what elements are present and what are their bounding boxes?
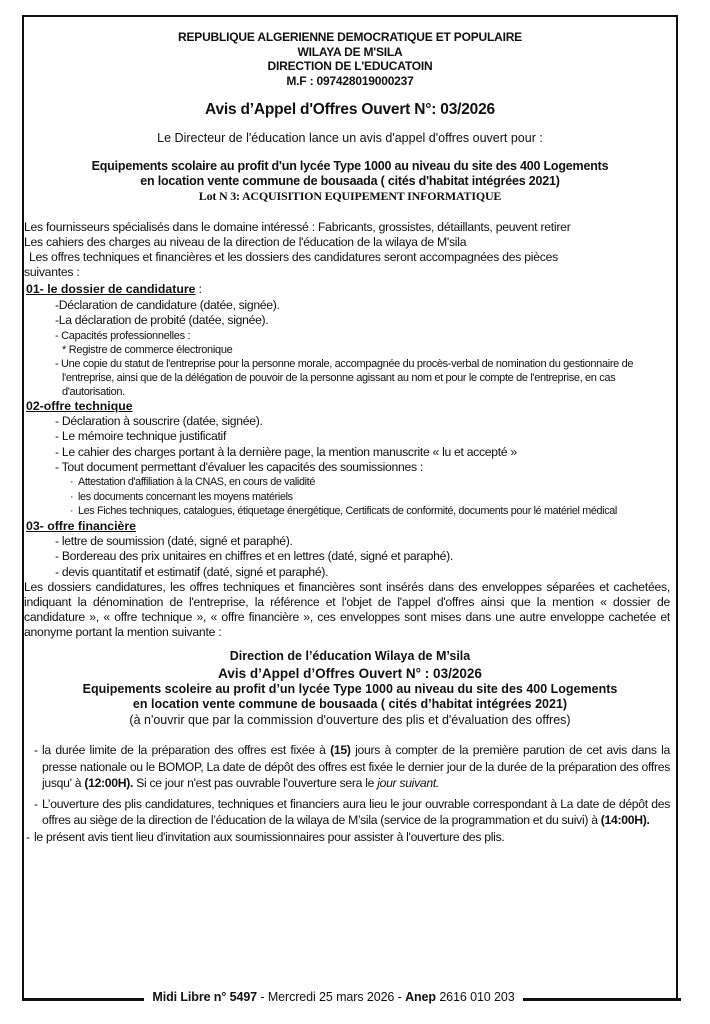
list-item: -Déclaration de candidature (datée, signée). xyxy=(55,298,280,312)
envelope-label-subject-1: Equipements scoleire au profit d’un lycée Type 1000 au niveau du site des 400 Logements xyxy=(82,682,618,697)
list-item: - Le cahier des charges portant à la dernière page, la mention manuscrite « lu et accepté » xyxy=(55,444,517,459)
section-candidature xyxy=(24,280,670,399)
list-item: -La déclaration de probité (datée, signée). xyxy=(55,313,269,328)
section-technical xyxy=(24,399,670,519)
bullet-icon: · xyxy=(70,505,74,518)
footer-anep-label: Anep xyxy=(405,990,436,1004)
condition-deposit-time: (12:00H). xyxy=(84,776,134,791)
bullet-text: les documents concernant les moyens matériels xyxy=(78,490,293,503)
envelope-label xyxy=(30,648,670,728)
header-fiscal-id: M.F : 097428019000237 xyxy=(286,73,414,88)
condition-text: jours à compter de la première parution de cet avis dans la presse nationale ou le BOMOP, La date de dépôt des offres est fixée le dernier jour de la durée de la préparation des offres jusqu' à xyxy=(42,743,670,791)
preamble-line-4: suivantes : xyxy=(24,265,80,279)
dash-marker: - xyxy=(34,743,38,758)
subject-line-1: Equipements scolaire au profit d'un lycée Type 1000 au niveau du site des 400 Logements xyxy=(91,159,609,173)
header-direction: DIRECTION DE L'EDUCATOIN xyxy=(267,59,433,73)
bullet-text: Les Fiches techniques, catalogues, étiquetage énergétique, Certificats de conformité, documents pour lé matériel médical xyxy=(78,505,617,518)
preamble-line-2: Les cahiers des charges au niveau de la direction de l'éducation de la wilaya de M'sila xyxy=(24,235,467,249)
bullet-item xyxy=(24,475,670,490)
list-item: - Capacités professionnelles : xyxy=(55,329,191,342)
footer-separator: - xyxy=(257,990,268,1004)
condition-invitation xyxy=(22,829,670,846)
list-item: * Registre de commerce électronique xyxy=(62,343,233,356)
section-candidature-heading: 01- le dossier de candidature xyxy=(26,282,196,296)
list-item: - Tout document permettant d'évaluer les capacités des soumissionnes : xyxy=(55,460,423,475)
envelopes-instructions: Les dossiers candidatures, les offres techniques et financières sont insérés dans des enveloppes séparées et cachetées, indiquant la dénomination de l'entreprise, la référence et l'objet de l'appel d'offres ainsi que la mention « dossier de candidature », « offre technique », « offre financière », ces enveloppes sont mises dans une autre enveloppe cachetée et anonyme portant la mention suivante : xyxy=(24,580,670,640)
footer-rule-right xyxy=(523,998,681,1001)
notice-subject xyxy=(30,159,670,204)
bullet-icon: · xyxy=(70,476,74,489)
footer-newspaper: Midi Libre n° 5497 xyxy=(152,990,258,1004)
preamble xyxy=(24,220,670,280)
condition-text: le présent avis tient lieu d'invitation aux soumissionnaires pour assister à l'ouverture des plis. xyxy=(34,829,505,844)
list-item: - devis quantitatif et estimatif (daté, signé et paraphé). xyxy=(55,564,329,579)
dash-marker: - xyxy=(34,796,38,811)
header-block xyxy=(30,30,670,88)
bullet-item xyxy=(24,490,670,505)
header-republic: REPUBLIQUE ALGERIENNE DEMOCRATIQUE ET POPULAIRE xyxy=(178,30,522,44)
notice-intro: Le Directeur de l'éducation lance un avis d'appel d'offres ouvert pour : xyxy=(157,131,543,145)
condition-opening xyxy=(22,796,670,829)
list-item: - lettre de soumission (daté, signé et paraphé). xyxy=(55,533,293,548)
notice-body xyxy=(24,30,670,845)
envelope-label-direction: Direction de l’éducation Wilaya de M’sila xyxy=(229,649,471,664)
condition-opening-time: (14:00H). xyxy=(600,813,650,828)
section-financial-heading: 03- offre financière xyxy=(26,518,137,533)
list-item: - Le mémoire technique justificatif xyxy=(55,429,227,444)
conditions xyxy=(22,742,670,845)
dash-marker: - xyxy=(26,829,30,844)
condition-days: (15) xyxy=(330,743,351,758)
subject-lot: Lot N 3: ACQUISITION EQUIPEMENT INFORMATIQUE xyxy=(198,189,502,203)
condition-text: L’ouverture des plis candidatures, techniques et financiers aura lieu le jour ouvrable correspondant à La date de dépôt des offres au siège de la direction de l’éducation de la wilaya de M’sila (service de la programmation et du suivi) à xyxy=(42,796,670,828)
bullet-text: Attestation d'affiliation à la CNAS, en cours de validité xyxy=(78,476,315,489)
condition-deadline xyxy=(22,742,670,792)
envelope-label-subject-2: en location vente commune de bousaada ( cités d’habitat intégrées 2021) xyxy=(132,697,568,712)
envelope-label-title: Avis d’Appel d’Offres Ouvert N° : 03/2026 xyxy=(218,666,482,682)
notice-title: Avis d’Appel d'Offres Ouvert N°: 03/2026 xyxy=(205,101,495,118)
condition-text: Si ce jour n'est pas ouvrable l'ouverture sera le xyxy=(133,776,378,791)
section-technical-heading: 02-offre technique xyxy=(26,398,133,413)
subject-line-2: en location vente commune de bousaada ( cités d'habitat intégrées 2021) xyxy=(140,174,560,188)
preamble-line-1: Les fournisseurs spécialisés dans le domaine intéressé : Fabricants, grossistes, détaillants, peuvent retirer xyxy=(24,220,571,234)
footer-anep-number: 2616 010 203 xyxy=(435,990,515,1004)
list-item: - Une copie du statut de l'entreprise pour la personne morale, accompagnée du procès-verbal de nomination du gestionnaire de l'entreprise, ainsi que de la délégation de pouvoir de la personne agissant au nom et pour le compte de l'entreprise, en cas d'autorisation. xyxy=(55,357,634,398)
bullet-item xyxy=(24,504,670,519)
list-item: - Déclaration à souscrire (datée, signée). xyxy=(55,413,263,428)
list-item: - Bordereau des prix unitaires en chiffres et en lettres (daté, signé et paraphé). xyxy=(55,549,453,564)
condition-text: la durée limite de la préparation des offres est fixée à xyxy=(42,743,331,758)
preamble-line-3: Les offres techniques et financières et les dossiers des candidatures seront accompagnées des pièces xyxy=(29,250,558,264)
footer-date: Mercredi 25 mars 2026 xyxy=(267,990,395,1004)
bullet-icon: · xyxy=(70,490,74,503)
section-candidature-heading-row xyxy=(24,280,670,298)
section-financial xyxy=(24,519,670,580)
footer-separator: - xyxy=(394,990,406,1004)
header-wilaya: WILAYA DE M'SILA xyxy=(297,44,403,59)
section-candidature-colon: : xyxy=(195,282,202,296)
envelope-label-note: (à n'ouvrir que par la commission d'ouverture des plis et d'évaluation des offres) xyxy=(129,713,571,728)
condition-text-italic: jour suivant. xyxy=(377,776,439,791)
publication-footer xyxy=(146,990,521,1004)
footer-rule-left xyxy=(22,998,144,1001)
